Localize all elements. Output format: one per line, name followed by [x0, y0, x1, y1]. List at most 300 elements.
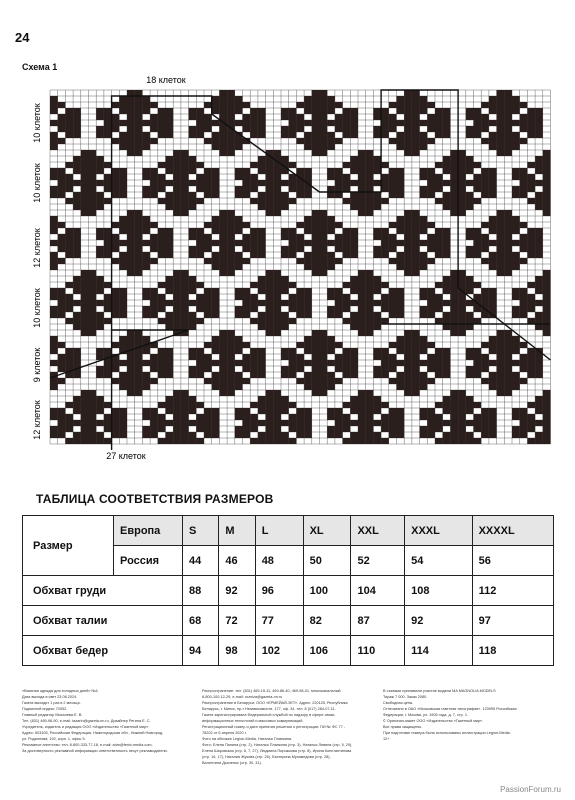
- chart-cell: [181, 300, 189, 306]
- chart-cell: [273, 420, 281, 426]
- chart-cell: [474, 180, 482, 186]
- chart-cell: [196, 354, 204, 360]
- chart-cell: [427, 240, 435, 246]
- chart-cell: [474, 414, 482, 420]
- chart-cell: [227, 366, 235, 372]
- chart-cell: [166, 372, 174, 378]
- europe-label: Европа: [114, 516, 183, 546]
- chart-cell: [458, 408, 466, 414]
- chart-cell: [112, 192, 120, 198]
- chart-cell: [173, 162, 181, 168]
- chart-cell: [458, 420, 466, 426]
- chart-cell: [543, 330, 551, 336]
- chart-cell: [512, 144, 520, 150]
- chart-cell: [73, 156, 81, 162]
- chart-cell: [466, 408, 474, 414]
- chart-cell: [466, 180, 474, 186]
- chart-cell: [489, 240, 497, 246]
- chart-cell: [489, 336, 497, 342]
- chart-cell: [373, 402, 381, 408]
- chart-cell: [181, 270, 189, 276]
- chart-cell: [227, 258, 235, 264]
- measure-value: 108: [405, 576, 472, 606]
- chart-cell: [127, 384, 135, 390]
- chart-cell: [527, 120, 535, 126]
- chart-cell: [73, 402, 81, 408]
- chart-cell: [320, 354, 328, 360]
- chart-cell: [189, 192, 197, 198]
- chart-cell: [166, 252, 174, 258]
- chart-cell: [366, 156, 374, 162]
- chart-cell: [127, 216, 135, 222]
- chart-cell: [281, 246, 289, 252]
- chart-cell: [312, 138, 320, 144]
- chart-label-left: 10 клеток: [32, 288, 42, 328]
- chart-cell: [512, 342, 520, 348]
- chart-cell: [196, 186, 204, 192]
- chart-cell: [243, 312, 251, 318]
- measure-value: 87: [351, 606, 405, 636]
- chart-cell: [397, 414, 405, 420]
- chart-cell: [196, 234, 204, 240]
- chart-cell: [458, 192, 466, 198]
- chart-cell: [543, 312, 551, 318]
- chart-cell: [212, 174, 220, 180]
- chart-cell: [219, 90, 227, 96]
- chart-cell: [158, 294, 166, 300]
- chart-cell: [427, 168, 435, 174]
- chart-cell: [181, 210, 189, 216]
- chart-cell: [373, 108, 381, 114]
- chart-cell: [189, 126, 197, 132]
- chart-cell: [96, 276, 104, 282]
- chart-cell: [258, 300, 266, 306]
- chart-cell: [335, 174, 343, 180]
- chart-cell: [58, 426, 66, 432]
- chart-cell: [512, 222, 520, 228]
- chart-cell: [96, 234, 104, 240]
- chart-cell: [358, 168, 366, 174]
- chart-cell: [474, 132, 482, 138]
- size-ru: 54: [405, 546, 472, 576]
- chart-cell: [212, 132, 220, 138]
- chart-cell: [281, 318, 289, 324]
- chart-cell: [50, 192, 58, 198]
- chart-cell: [173, 294, 181, 300]
- chart-cell: [235, 378, 243, 384]
- chart-cell: [166, 168, 174, 174]
- chart-cell: [350, 354, 358, 360]
- chart-cell: [335, 288, 343, 294]
- chart-cell: [420, 426, 428, 432]
- chart-cell: [358, 210, 366, 216]
- chart-cell: [250, 306, 258, 312]
- chart-cell: [266, 174, 274, 180]
- chart-cell: [527, 246, 535, 252]
- footer-line: Регистрационный номер и дата принятия решения о регистрации: ПИ № ФС 77 -: [202, 725, 346, 729]
- chart-cell: [127, 240, 135, 246]
- chart-cell: [327, 312, 335, 318]
- chart-cell: [142, 264, 150, 270]
- chart-cell: [420, 192, 428, 198]
- chart-cell: [450, 210, 458, 216]
- chart-cell: [158, 366, 166, 372]
- chart-cell: [243, 354, 251, 360]
- chart-cell: [397, 312, 405, 318]
- chart-cell: [504, 240, 512, 246]
- chart-cell: [81, 414, 89, 420]
- chart-cell: [166, 156, 174, 162]
- chart-cell: [343, 162, 351, 168]
- chart-cell: [243, 288, 251, 294]
- chart-cell: [474, 108, 482, 114]
- size-eu: XL: [303, 516, 351, 546]
- chart-cell: [304, 300, 312, 306]
- chart-cell: [112, 246, 120, 252]
- chart-cell: [466, 300, 474, 306]
- chart-cell: [273, 438, 281, 444]
- chart-cell: [281, 108, 289, 114]
- chart-cell: [50, 258, 58, 264]
- chart-cell: [404, 252, 412, 258]
- chart-cell: [443, 282, 451, 288]
- chart-cell: [450, 186, 458, 192]
- size-eu: XXL: [351, 516, 405, 546]
- chart-cell: [535, 432, 543, 438]
- chart-cell: [320, 216, 328, 222]
- chart-cell: [481, 102, 489, 108]
- chart-cell: [266, 186, 274, 192]
- chart-cell: [296, 306, 304, 312]
- chart-cell: [327, 432, 335, 438]
- chart-cell: [504, 120, 512, 126]
- chart-cell: [104, 366, 112, 372]
- chart-cell: [497, 144, 505, 150]
- chart-cell: [343, 186, 351, 192]
- chart-cell: [535, 354, 543, 360]
- chart-cell: [389, 306, 397, 312]
- chart-cell: [112, 306, 120, 312]
- chart-cell: [474, 372, 482, 378]
- chart-cell: [119, 252, 127, 258]
- chart-cell: [420, 168, 428, 174]
- chart-cell: [373, 396, 381, 402]
- chart-cell: [327, 174, 335, 180]
- chart-cell: [450, 396, 458, 402]
- chart-cell: [119, 132, 127, 138]
- chart-cell: [397, 306, 405, 312]
- chart-cell: [219, 372, 227, 378]
- chart-cell: [543, 324, 551, 330]
- chart-cell: [312, 102, 320, 108]
- chart-cell: [196, 120, 204, 126]
- footer-line: Все права защищены.: [383, 725, 423, 729]
- chart-cell: [350, 396, 358, 402]
- chart-cell: [381, 132, 389, 138]
- chart-cell: [112, 342, 120, 348]
- chart-cell: [520, 288, 528, 294]
- chart-cell: [212, 384, 220, 390]
- chart-cell: [181, 156, 189, 162]
- chart-cell: [266, 180, 274, 186]
- chart-cell: [204, 300, 212, 306]
- chart-cell: [142, 216, 150, 222]
- chart-cell: [474, 240, 482, 246]
- chart-cell: [204, 174, 212, 180]
- chart-cell: [366, 174, 374, 180]
- chart-cell: [304, 192, 312, 198]
- chart-cell: [219, 126, 227, 132]
- chart-cell: [135, 222, 143, 228]
- footer-imprint-col3: [383, 688, 553, 742]
- chart-cell: [142, 336, 150, 342]
- chart-cell: [489, 294, 497, 300]
- chart-cell: [273, 300, 281, 306]
- chart-cell: [535, 240, 543, 246]
- chart-cell: [173, 174, 181, 180]
- chart-cell: [497, 264, 505, 270]
- chart-cell: [543, 180, 551, 186]
- measure-value: 77: [255, 606, 303, 636]
- chart-cell: [535, 408, 543, 414]
- chart-cell: [150, 192, 158, 198]
- chart-cell: [312, 108, 320, 114]
- chart-cell: [481, 432, 489, 438]
- chart-cell: [227, 330, 235, 336]
- chart-cell: [196, 360, 204, 366]
- chart-cell: [304, 420, 312, 426]
- chart-cell: [204, 288, 212, 294]
- chart-cell: [327, 216, 335, 222]
- chart-cell: [142, 252, 150, 258]
- chart-cell: [304, 144, 312, 150]
- chart-cell: [204, 294, 212, 300]
- chart-cell: [458, 156, 466, 162]
- chart-cell: [350, 180, 358, 186]
- chart-cell: [427, 192, 435, 198]
- chart-cell: [258, 114, 266, 120]
- chart-cell: [412, 216, 420, 222]
- chart-cell: [481, 192, 489, 198]
- chart-cell: [250, 108, 258, 114]
- chart-cell: [489, 414, 497, 420]
- chart-cell: [273, 414, 281, 420]
- chart-cell: [504, 390, 512, 396]
- chart-cell: [96, 126, 104, 132]
- chart-cell: [289, 438, 297, 444]
- chart-cell: [343, 318, 351, 324]
- chart-cell: [158, 438, 166, 444]
- chart-cell: [50, 312, 58, 318]
- chart-cell: [412, 252, 420, 258]
- chart-cell: [273, 312, 281, 318]
- chart-cell: [73, 318, 81, 324]
- chart-cell: [96, 312, 104, 318]
- chart-cell: [96, 348, 104, 354]
- chart-cell: [235, 120, 243, 126]
- chart-cell: [65, 108, 73, 114]
- chart-cell: [381, 228, 389, 234]
- chart-cell: [512, 348, 520, 354]
- chart-cell: [366, 330, 374, 336]
- chart-cell: [527, 438, 535, 444]
- chart-cell: [427, 306, 435, 312]
- chart-cell: [127, 138, 135, 144]
- chart-cell: [412, 348, 420, 354]
- chart-cell: [343, 246, 351, 252]
- chart-cell: [243, 174, 251, 180]
- chart-cell: [173, 168, 181, 174]
- chart-cell: [150, 366, 158, 372]
- chart-cell: [150, 288, 158, 294]
- chart-cell: [227, 144, 235, 150]
- chart-cell: [181, 162, 189, 168]
- chart-cell: [135, 120, 143, 126]
- chart-cell: [389, 120, 397, 126]
- chart-cell: [142, 168, 150, 174]
- chart-cell: [373, 312, 381, 318]
- chart-cell: [189, 300, 197, 306]
- chart-cell: [435, 162, 443, 168]
- chart-cell: [73, 240, 81, 246]
- chart-cell: [58, 312, 66, 318]
- chart-cell: [258, 156, 266, 162]
- chart-cell: [527, 300, 535, 306]
- chart-cell: [296, 168, 304, 174]
- chart-cell: [81, 306, 89, 312]
- chart-cell: [327, 258, 335, 264]
- chart-cell: [235, 372, 243, 378]
- chart-cell: [312, 390, 320, 396]
- chart-cell: [243, 426, 251, 432]
- chart-cell: [204, 114, 212, 120]
- chart-cell: [320, 228, 328, 234]
- chart-cell: [81, 294, 89, 300]
- chart-cell: [243, 342, 251, 348]
- chart-cell: [181, 186, 189, 192]
- chart-cell: [150, 426, 158, 432]
- chart-cell: [158, 420, 166, 426]
- chart-cell: [481, 342, 489, 348]
- chart-cell: [166, 396, 174, 402]
- chart-cell: [227, 246, 235, 252]
- chart-cell: [450, 408, 458, 414]
- chart-cell: [158, 282, 166, 288]
- chart-cell: [512, 414, 520, 420]
- chart-cell: [381, 198, 389, 204]
- chart-cell: [166, 162, 174, 168]
- chart-cell: [58, 168, 66, 174]
- chart-cell: [350, 192, 358, 198]
- chart-cell: [373, 432, 381, 438]
- chart-cell: [65, 348, 73, 354]
- chart-cell: [65, 162, 73, 168]
- chart-cell: [343, 282, 351, 288]
- chart-cell: [481, 426, 489, 432]
- chart-cell: [358, 396, 366, 402]
- chart-cell: [427, 342, 435, 348]
- chart-cell: [420, 294, 428, 300]
- chart-cell: [50, 240, 58, 246]
- chart-cell: [150, 120, 158, 126]
- chart-cell: [474, 366, 482, 372]
- chart-cell: [535, 108, 543, 114]
- chart-cell: [481, 168, 489, 174]
- measure-value: 92: [219, 576, 255, 606]
- chart-cell: [427, 258, 435, 264]
- chart-cell: [219, 258, 227, 264]
- chart-cell: [312, 120, 320, 126]
- chart-cell: [350, 324, 358, 330]
- chart-cell: [119, 306, 127, 312]
- chart-cell: [420, 96, 428, 102]
- chart-cell: [158, 228, 166, 234]
- chart-cell: [389, 354, 397, 360]
- chart-cell: [304, 378, 312, 384]
- chart-cell: [258, 204, 266, 210]
- chart-cell: [535, 438, 543, 444]
- measure-value: 96: [255, 576, 303, 606]
- chart-cell: [150, 312, 158, 318]
- chart-cell: [389, 246, 397, 252]
- chart-cell: [58, 420, 66, 426]
- chart-cell: [512, 216, 520, 222]
- chart-cell: [273, 204, 281, 210]
- chart-cell: [227, 150, 235, 156]
- chart-cell: [381, 402, 389, 408]
- chart-cell: [450, 156, 458, 162]
- chart-cell: [50, 348, 58, 354]
- table-row: [23, 606, 554, 636]
- chart-cell: [489, 264, 497, 270]
- chart-cell: [227, 354, 235, 360]
- chart-cell: [481, 378, 489, 384]
- chart-cell: [427, 300, 435, 306]
- chart-cell: [474, 318, 482, 324]
- chart-cell: [266, 168, 274, 174]
- chart-cell: [497, 252, 505, 258]
- chart-cell: [196, 414, 204, 420]
- chart-cell: [296, 246, 304, 252]
- chart-cell: [420, 138, 428, 144]
- chart-cell: [373, 132, 381, 138]
- chart-cell: [258, 348, 266, 354]
- chart-cell: [173, 204, 181, 210]
- chart-cell: [204, 138, 212, 144]
- chart-cell: [289, 282, 297, 288]
- chart-cell: [427, 378, 435, 384]
- chart-cell: [112, 186, 120, 192]
- chart-cell: [327, 120, 335, 126]
- chart-cell: [312, 360, 320, 366]
- chart-cell: [81, 270, 89, 276]
- chart-cell: [158, 426, 166, 432]
- chart-cell: [219, 252, 227, 258]
- chart-cell: [73, 432, 81, 438]
- chart-cell: [404, 360, 412, 366]
- chart-cell: [81, 324, 89, 330]
- chart-cell: [166, 120, 174, 126]
- chart-cell: [304, 132, 312, 138]
- chart-cell: [335, 414, 343, 420]
- chart-cell: [412, 240, 420, 246]
- chart-cell: [335, 246, 343, 252]
- chart-cell: [474, 234, 482, 240]
- chart-cell: [112, 120, 120, 126]
- chart-cell: [196, 252, 204, 258]
- chart-cell: [535, 126, 543, 132]
- chart-cell: [258, 126, 266, 132]
